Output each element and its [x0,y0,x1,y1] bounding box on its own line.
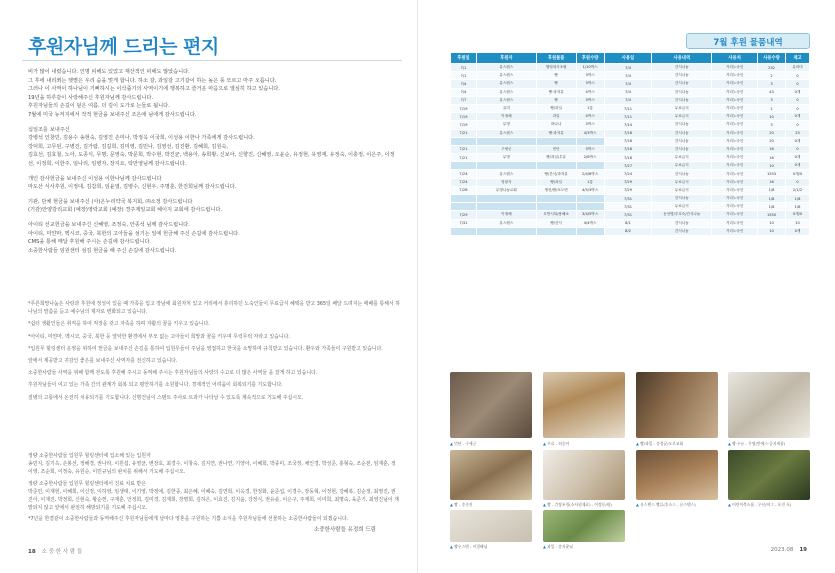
photo-caption: ▲ 빵/과일 - 송경균/오로교회 [636,441,683,447]
table-cell: 0개/0 [785,170,809,178]
table-cell: 7/24 [451,178,477,186]
notice-paragraph: 소중한사람들 사역을 위해 함께 걷도록 후원해 주시고 동역해 주시는 후원자님들의 사랑의 수고로 더 많은 사역들 을 잘게 하고 있습니다. [28,370,318,377]
letter-paragraph: 아이티 선교헌금을 보내주신 신혜영, 조정숙, 안종석 님께 감사드립니다. 아이티, 미얀마, 멕시코, 중국, 북한의 고아들을 섬기는 일에 헌금해 주신 손길에 감사드립니다. CMS을 통해 매달 후원해 주시는 손길에 감사드립니다. 소중한사람들 임원센터 섬김 현금을 해 주신 손길에 감사드립니다. [28,221,240,254]
photo-caption: ▲ 빵·우유 - 무명(반에스·공지제품) [728,441,785,447]
table-cell: 0 [785,121,809,129]
table-cell [536,137,576,145]
table-cell: 유미 [476,104,536,112]
table-cell [536,195,576,203]
prayer-list-names: 송민지, 김기옥, 손봉선, 정해경, 권나라, 이원섭, 유영균, 변장호, 최경수, 이창숙, 김지연, 권나연, 기양아, 이혜희, 박종미, 조국정, 채인경, 박성준, 홍형숙, 조순천, 임재훈, 정이영, 조순희, 이정숙, 유원순, 이민규님의 완치를 위해서 기도해 주십시오. [28,461,396,476]
footer-org: 소 중 한 사 람 들 [41,549,83,555]
table-cell: 3박스 [576,80,604,88]
table-cell: 1 [758,104,786,112]
table-cell: 유스텐스 [476,80,536,88]
photo [450,372,532,438]
table-cell: 무료급식 [652,203,712,211]
photo [728,372,810,438]
table-cell [476,137,536,145]
table-cell: 10 [758,113,786,121]
table-cell: 거리노숙인 [712,145,758,153]
table-cell: 8/1 [604,219,652,227]
table-cell [476,227,536,235]
table-cell: 무료급식 [652,104,712,112]
table-cell: 3박스 [576,145,604,153]
table-cell: 232 [758,64,786,72]
photo-caption: ▲ 빵우스텐 - 이경혜님 [450,544,487,550]
table-cell: 호반식복/용해소 [536,211,576,219]
col-header: 후원자 [476,53,536,64]
table-cell: 0개/0 [785,211,809,219]
table-cell: 무료급식 [652,186,712,194]
table-cell: 유스텐스 [476,170,536,178]
signature: 소중한사람들 유정희 드림 [314,527,376,533]
footer-date: 2023.08 [770,547,794,553]
table-row [451,195,810,203]
table-cell: 7/4 [604,72,652,80]
table-row [451,88,810,96]
table-cell [576,227,604,235]
table-cell: 16 [758,154,786,162]
table-cell: 7/18 [604,145,652,153]
table-cell: 간식나눔 [652,137,712,145]
table-cell [576,203,604,211]
table-cell: 영광식 [476,178,536,186]
table-row [451,121,810,129]
notice-paragraph: *쉼터 생활인들은 취직을 하여 직장을 갖고 자족을 하며 자활의 꿈을 키우고 있습니다. [28,321,210,328]
notice-paragraph: *푸른희망나눔은 사랑과 후원에 정성이 있을 때 가족을 입고 장남에 회원자처 있고 거리에서 휴리하던 노숙인들이 무료급식 혜택을 받고 365일 배달 드려지는 매배를 통해서 하나님의 말씀을 듣고 예수님의 제자로 변화되고 있습니다. [28,301,400,316]
letter-body [28,68,400,261]
table-cell: 7/4 [451,88,477,96]
supply-banner [686,33,810,49]
table-cell: 7/4 [604,96,652,104]
table-cell: 4/4박스 [576,219,604,227]
table-cell: 0 [785,72,809,80]
table-cell: 4박스 [576,88,604,96]
table-cell: 7/18 [604,154,652,162]
photo-caption: ▲ 유스텐스 빵류(후소스 - 유스텐스) [636,502,696,508]
table-cell: 거리노숙인 [712,170,758,178]
col-header: 사용처 [712,53,758,64]
page-number: 18 [28,549,36,555]
table-cell: 거리노숙인 [712,211,758,219]
table-cell: 0 [785,178,809,186]
table-cell [476,203,536,211]
photo [636,372,718,438]
table-cell: 빵/간식 [536,219,576,227]
table-cell: 7/7 [451,96,477,104]
table-cell [536,203,576,211]
prayer-list-title: 정량 소중한사람들 입원무 힐링센터에 입소해 있는 입원자 [28,453,151,459]
col-header: 후원일 [451,53,477,64]
table-cell: 3 [758,80,786,88]
table-cell: 이정혜 [476,113,536,121]
col-header: 사용일 [604,53,652,64]
table-cell: 2/4/6박스 [576,170,604,178]
table-cell: 4박스 [576,113,604,121]
table-cell: 7/31 [604,195,652,203]
table-cell: 0개 [785,227,809,235]
table-cell: 0 [785,80,809,88]
table-cell [476,195,536,203]
photo-caption: ▲ 어린이축소품 - 무산/머그 - 포진 포) [728,502,791,508]
table-cell: 7/21 [451,154,477,162]
table-cell: 거리노숙인 [712,121,758,129]
supply-table [450,52,810,236]
table-row [451,219,810,227]
table-cell: 1550 [758,211,786,219]
table-cell [451,227,477,235]
table-cell: 유스텐스 [476,88,536,96]
table-cell: 유스텐스 [476,96,536,104]
table-cell: 이정혜 [476,211,536,219]
table-cell: 7/27 [604,162,652,170]
table-cell: 0 [785,96,809,104]
table-row [451,162,810,170]
table-cell [536,162,576,170]
table-cell: 0 [785,145,809,153]
table-cell: 0개 [785,88,809,96]
table-cell: 빵/간식/과자류 [536,170,576,178]
table-cell: 7/11 [604,104,652,112]
closing-note: *7년을 한결같이 소중한사람들과 동역해주신 후원자님들에게 날마다 영혼을 구원하는 기쁨 소식을 후원자님들에 선물하는 소중한사람들이 되겠습니다. [28,516,349,523]
table-cell: 유의미 [785,64,809,72]
prayer-list-names-2: 박준민, 이재현, 이혜희, 이신정, 이하영, 임생태, 이기영, 박정애, 김한종, 최은혜, 이혜숙, 김연희, 이옥경, 한정화, 윤준섭, 이경수, 장동혁, 이정현, 강혜복, 김순정, 최영진, 권진아, 이재진, 박정희, 신현숙, 황순헌, 구재훈, 인정희, 김미경, 김재희, 장명희, 김하은, 이효진, 김지윤, 강정식, 권유솔, 이은구, 주재희, 이미희, 최명숙, 육준기, 최영진님이 재발되지 않고 앞에서 완전히 해방되기를 기도해 주십시오. [28,488,399,512]
col-header: 사용내역 [652,53,712,64]
page-number: 19 [799,547,807,553]
photo [728,450,810,500]
table-cell [576,162,604,170]
table-cell: 무료급식 [652,178,712,186]
table-cell: 7/29 [451,211,477,219]
table-row [451,145,810,153]
table-cell: 거리노숙인 [712,227,758,235]
photo [450,510,532,542]
photo [543,372,625,438]
prayer-list [28,452,400,524]
photo-caption: ▲ 과일 - 송지윤님 [543,544,573,550]
photo-caption: ▲ 빵 - 송죽진 [450,502,473,508]
table-cell [451,203,477,211]
table-cell: 4/5/3박스 [576,186,604,194]
table-cell: 무료급식 [652,154,712,162]
photo [543,450,625,500]
table-cell: 거리노숙인 [712,80,758,88]
table-cell: 무료급식 [652,113,712,121]
photo [450,450,532,500]
notice-paragraph: 앞에서 제공받고 귀감인 좋은를 보내주신 사역자를 전신하고 있습니다. [28,358,178,365]
table-header-row [451,53,810,64]
table-row [451,186,810,194]
table-cell: 7/31 [604,211,652,219]
table-cell [451,137,477,145]
table-cell: 간식나눔 [652,195,712,203]
table-cell: 빵 [536,96,576,104]
prayer-list-title-2: 정량 소중한사람들 입원무 힐링센터에서 진료 치료 받은 [28,480,146,487]
table-cell: 7/29 [604,178,652,186]
table-row [451,104,810,112]
table-cell: 1통 [576,104,604,112]
table-cell: 간식나눔 [652,72,712,80]
letter-paragraph: 비가 많이 내렸습니다. 인명 피해도 있었고 재산적인 피해도 많았습니다. 그 후에 내리쬐는 햇볕은 우리 숨을 멎게 합니다. 하소 갈, 과일갈 고기갈이 하는 높은 풍 모르고 마주 오릅니다. 그러나 이 사역이 하나님이 기뻐하시는 이삭줍기의 사역이기에 행복하고 즐거운 마음으로 열심히 하고 있습니다. 19년을 하루같이 사랑해주신 후원자님께 감사드립니다. 후원자님들의 손길이 덮은 여름, 더 깊이 도가로 는들로 됩니다. 7월에 미국 뉴저지에서 작적 현금을 보내주신 조은애 님에게 감사드립니다. [28,69,280,118]
table-cell: 7/19 [451,104,477,112]
photo [543,510,625,542]
table-cell: 생선/쌀/포도빈 [536,186,576,194]
table-cell: 2 [758,72,786,80]
table-row [451,129,810,137]
table-cell: 간식나눔 [652,88,712,96]
letter-paragraph: 십일조를 보내주신 강병석 인창민, 김용수 송현숙, 김영진 손미나, 박정옥 이국희, 이성용 이한나 가족에게 감사드립니다. 강덕희, 고무된, 구병진, 김가람, 김길희, 김미영, 김민나, 김영선, 김진환, 김혜희, 김원숙, 김효선, 김효철, 노아, 도종식, 무명, 문영숙, 박문희, 박수현, 박진균, 백용아, 송희황, 신보아, 신향진, 신혜영, 오윤순, 유정현, 유영재, 유정숙, 이충정, 이은주, 이정선, 이정희, 이한주, 임나리, 임병자, 장지요, 탁만영님께 감사드립니다. [28,126,395,167]
table-cell: 유스텐스 [476,219,536,227]
notice-paragraph: *아이티, 미얀마, 멕시코, 중국, 북한 등 열악한 환경에서 부모 없는 고아들이 희망과 꿈을 키우며 무럭무럭 자라고 있습니다. [28,333,290,340]
table-cell: 3 [758,96,786,104]
table-cell: 7/31 [604,203,652,211]
table-row [451,72,810,80]
table-body [451,64,810,236]
table-cell: 0개 [785,137,809,145]
table-cell: 7/19 [451,113,477,121]
notice-section [28,300,400,406]
table-row [451,203,810,211]
table-cell: 7/21 [451,129,477,137]
table-cell: 빵 [536,72,576,80]
table-cell: 1통 [576,178,604,186]
table-cell: 7/4 [604,88,652,96]
table-cell: 거리노숙인 [712,203,758,211]
table-cell: 7/18 [604,137,652,145]
table-cell: 1553 [758,170,786,178]
table-cell: 3박스 [576,96,604,104]
table-cell: 유스텐스 [476,64,536,72]
table-cell: 동선병/우호숙/간식나눔 [652,211,712,219]
table-cell [576,137,604,145]
photo-caption: ▲ 빵 - 간장조림(소사원재료) - 이정동/원) [543,502,612,508]
table-cell: 3/4/5박스 [576,211,604,219]
table-cell: 43 [758,88,786,96]
table-cell: 간식나눔 [652,227,712,235]
photo-caption: ▲ 무료 - 허승아 [543,441,569,447]
table-cell: 거리노숙인 [712,162,758,170]
table-cell: 0개 [785,113,809,121]
table-cell: 7/31 [451,219,477,227]
title-underline [22,60,402,61]
table-cell: 빵 [536,80,576,88]
table-cell: 7/19 [451,121,477,129]
table-row [451,137,810,145]
table-cell: 10 [758,227,786,235]
table-cell: 빈단 [536,145,576,153]
table-cell: 10 [785,219,809,227]
table-cell: 무명 [476,154,536,162]
table-cell: 무료급식 [652,162,712,170]
table-cell: 간식나눔 [652,80,712,88]
table-cell: 거리노숙인 [712,186,758,194]
table-cell: 16 [758,178,786,186]
table-row [451,170,810,178]
photo [636,450,718,500]
table-cell: 간식나눔 [652,64,712,72]
table-row [451,80,810,88]
table-cell: 7/4 [604,80,652,88]
table-cell: 10 [758,162,786,170]
table-row [451,96,810,104]
table-cell [536,227,576,235]
table-cell: 1/8 [758,186,786,194]
page-title: 후원자님께 드리는 편지 [28,36,219,58]
table-cell: 거리노숙인 [712,137,758,145]
table-cell: 행렬복사조립 [536,64,576,72]
table-row [451,64,810,72]
col-header: 후원물품 [536,53,576,64]
table-cell [451,195,477,203]
table-cell [451,162,477,170]
table-cell: 7/4 [604,64,652,72]
table-cell: 7/1 [451,64,477,72]
table-cell: 3박스 [576,121,604,129]
table-cell: 7/4 [451,80,477,88]
table-cell: 7/28 [451,186,477,194]
table-cell: 거리노숙인 [712,178,758,186]
table-cell: 1/10박스 [576,64,604,72]
table-cell: 간식나눔 [652,145,712,153]
table-cell: 20 [758,129,786,137]
table-cell: 8/2 [604,227,652,235]
table-cell: 1/8 [758,203,786,211]
notice-paragraph: *입원무 힐링센터 운영을 위하여 헌금을 보내주신 손길을 통하여 입원무들이 주님을 영접하고 한국을 소망하며 규칙받고 있습니다. 환우와 가족들이 구원받고 있습니다. [28,345,383,352]
table-row [451,154,810,162]
table-cell: 유스텐스 [476,72,536,80]
table-cell: 유스텐스 [476,129,536,137]
table-cell: 빵·과자류 [536,129,576,137]
table-row [451,178,810,186]
table-cell: 거리노숙인 [712,88,758,96]
table-cell: 3박스 [576,72,604,80]
table-cell: 7/24 [604,170,652,178]
table-cell: 거리노숙인 [712,154,758,162]
table-cell: 1/8 [785,203,809,211]
notice-paragraph: 후원자님들이 여고 있는 가족 간의 관계가 회복 되고 평안하기를 소원합니다. 경제적인 어려움이 회복되기를 기도합니다. [28,382,283,389]
col-header: 사용수량 [758,53,786,64]
table-cell: 무명나눔교회 [476,186,536,194]
notice-paragraph: 질병의 고통에서 온전히 치유되기를 기도합니다. 신명건님이 스텐트 주사로 트과가 나타날 수 있도록 계속적으로 기도해 주십시오. [28,394,304,401]
table-cell: 2/1/2 [785,186,809,194]
footer-left [28,547,82,555]
table-cell: 간식나눔 [652,121,712,129]
table-cell: 과일 [536,113,576,121]
table-cell: 7/1 [451,72,477,80]
table-cell: 바나나 [536,121,576,129]
table-cell: 빵·과자류 [536,88,576,96]
table-cell: 7/29 [604,186,652,194]
table-cell: 20 [758,137,786,145]
table-cell: 거리노숙인 [712,72,758,80]
table-cell: 간식나눔 [652,219,712,227]
table-cell: 구세군 [476,145,536,153]
table-cell: 거리노숙인 [712,195,758,203]
table-row [451,211,810,219]
table-cell: 빵/과일 [536,104,576,112]
table-cell: 간식나눔 [652,129,712,137]
table-cell: 1/8 [785,195,809,203]
table-cell: 빵/과일/우유 [536,154,576,162]
table-cell: 7/11 [604,113,652,121]
table-row [451,227,810,235]
col-header: 재고 [785,53,809,64]
supply-banner-title: 7월 후원 물품내역 [713,38,783,48]
table-cell [476,162,536,170]
photo-caption: ▲ 빈단 - 구세군 [450,441,476,447]
table-cell: 3 [758,121,786,129]
table-cell: 7/14 [604,121,652,129]
col-header: 후원수량 [576,53,604,64]
footer-right [771,547,807,553]
table-cell: 16 [758,145,786,153]
table-cell: 간식나눔 [652,96,712,104]
table-row [451,113,810,121]
table-cell: 거리노숙인 [712,129,758,137]
table-cell: 25 [785,129,809,137]
table-cell: 0 [785,104,809,112]
table-cell: 거리노숙인 [712,96,758,104]
table-cell: 0개 [785,154,809,162]
table-cell: 7/24 [451,170,477,178]
table-cell: 무명 [476,121,536,129]
table-cell: 간식나눔 [652,170,712,178]
letter-paragraph: 기관, 단체 현금을 보내주신 (사)온누리약국 복지회, ㈜소정 감사드립니다 (기감)안양감리교회 (예장)영락교회 (예장) 경주제일교회 헤이지 교회에 감사드립니다. [28,198,223,214]
table-cell: 0개 [785,162,809,170]
table-cell: 4/3박스 [576,129,604,137]
table-cell: 빵/과일 [536,178,576,186]
table-cell: 1/8 [758,195,786,203]
table-cell: 거리노숙인 [712,104,758,112]
table-cell [576,195,604,203]
table-cell: 7/18 [604,129,652,137]
table-cell: 거리노숙인 [712,219,758,227]
table-cell: 2/8박스 [576,154,604,162]
table-cell: 7/21 [451,145,477,153]
table-cell: 거리노숙인 [712,113,758,121]
letter-paragraph: 개인 감사헌금을 보내주신 이성용 이한나님께 감사드립니다 마도산 식사후원, 이정대, 김갑희, 임윤열, 김병수, 신현우, 주명훈, 한진희님께 감사드립니다. [28,175,237,191]
table-cell: 10 [758,219,786,227]
table-cell: 거리노숙인 [712,64,758,72]
